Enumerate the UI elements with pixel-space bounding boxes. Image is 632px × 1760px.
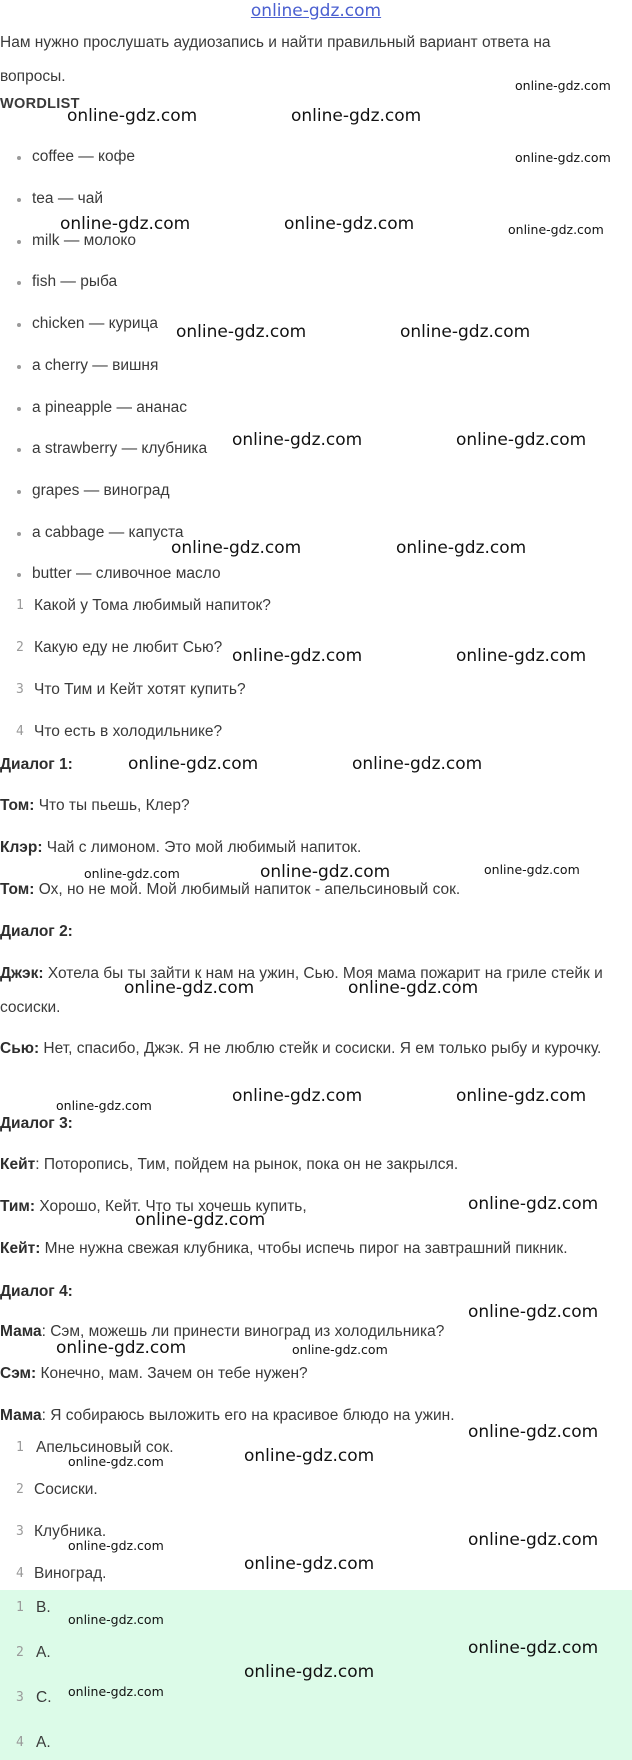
- list-item: a strawberry — клубника: [32, 437, 207, 461]
- speaker: Том:: [0, 797, 35, 814]
- watermark: online-gdz.com: [284, 214, 415, 234]
- answer-number: 1: [16, 1600, 24, 1615]
- answer-number: 4: [16, 1735, 24, 1750]
- watermark: online-gdz.com: [515, 150, 611, 165]
- watermark: online-gdz.com: [260, 862, 391, 882]
- dialog-line: [0, 789, 630, 823]
- dialog-line: [0, 873, 630, 907]
- watermark: online-gdz.com: [468, 1194, 599, 1214]
- line-text: : Я собираюсь выложить его на красивое блюдо на ужин.: [41, 1407, 455, 1424]
- answer-number: 2: [16, 1645, 24, 1660]
- line-text: Мне нужна свежая клубника, чтобы испечь пирог на завтрашний пикник.: [40, 1240, 568, 1257]
- list-item: coffee — кофе: [32, 145, 135, 169]
- list-item: milk — молоко: [32, 229, 136, 253]
- watermark: online-gdz.com: [56, 1338, 187, 1358]
- list-item: a pineapple — ананас: [32, 396, 187, 420]
- watermark: online-gdz.com: [244, 1554, 375, 1574]
- speaker: Сэм:: [0, 1365, 37, 1382]
- answers-panel: [0, 1590, 632, 1760]
- item-number: 1: [16, 1440, 24, 1455]
- speaker: Сью:: [0, 1040, 40, 1057]
- watermark: online-gdz.com: [60, 214, 191, 234]
- watermark: online-gdz.com: [135, 1210, 266, 1230]
- watermark: online-gdz.com: [348, 978, 479, 998]
- watermark: online-gdz.com: [456, 1086, 587, 1106]
- intro-text: Нам нужно прослушать аудиозапись и найти правильный вариант ответа на вопросы.: [0, 34, 551, 85]
- watermark: online-gdz.com: [68, 1538, 164, 1553]
- question-number: 2: [16, 640, 24, 655]
- answer-text: A.: [36, 1734, 51, 1751]
- list-item: fish — рыба: [32, 270, 117, 294]
- dialog-line: [0, 1032, 630, 1066]
- answer-number: 3: [16, 1690, 24, 1705]
- dialog-line: [0, 1190, 630, 1224]
- watermark: online-gdz.com: [468, 1422, 599, 1442]
- watermark: online-gdz.com: [56, 1098, 152, 1113]
- line-text: : Сэм, можешь ли принести виноград из холодильника?: [41, 1323, 445, 1340]
- list-item: a cherry — вишня: [32, 354, 158, 378]
- wordlist-title: WORDLIST: [0, 96, 80, 112]
- line-text: : Поторопись, Тим, пойдем на рынок, пока он не закрылся.: [35, 1156, 459, 1173]
- watermark: online-gdz.com: [292, 1342, 388, 1357]
- watermark: online-gdz.com: [468, 1638, 599, 1658]
- watermark: online-gdz.com: [232, 646, 363, 666]
- item-number: 2: [16, 1482, 24, 1497]
- dialog-title: Диалог 1:: [0, 756, 73, 773]
- list-item: tea — чай: [32, 187, 103, 211]
- item-number: 4: [16, 1566, 24, 1581]
- question-text: Что есть в холодильнике?: [34, 723, 223, 740]
- line-text: Ох, но не мой. Мой любимый напиток - апельсиновый сок.: [34, 881, 461, 898]
- line-text: Чай с лимоном. Это мой любимый напиток.: [42, 839, 362, 856]
- watermark: online-gdz.com: [456, 646, 587, 666]
- question-text: Какой у Тома любимый напиток?: [34, 597, 271, 614]
- watermark: online-gdz.com: [176, 322, 307, 342]
- line-text: Что ты пьешь, Клер?: [34, 797, 190, 814]
- item-number: 3: [16, 1524, 24, 1539]
- watermark: online-gdz.com: [468, 1302, 599, 1322]
- dialog-title: Диалог 4:: [0, 1283, 73, 1300]
- watermark: online-gdz.com: [352, 754, 483, 774]
- speaker: Клэр:: [0, 839, 43, 856]
- watermark: online-gdz.com: [400, 322, 531, 342]
- item-text: Виноград.: [34, 1565, 107, 1582]
- watermark: online-gdz.com: [68, 1612, 164, 1627]
- line-text: Конечно, мам. Зачем он тебе нужен?: [36, 1365, 308, 1382]
- speaker: Джэк:: [0, 965, 44, 982]
- list-item: butter — сливочное масло: [32, 562, 221, 586]
- watermark: online-gdz.com: [232, 430, 363, 450]
- item-text: Клубника.: [34, 1523, 107, 1540]
- watermark: online-gdz.com: [484, 862, 580, 877]
- dialog-line: [0, 957, 630, 1025]
- dialog-title: Диалог 3:: [0, 1115, 73, 1132]
- dialog-line: [0, 1232, 630, 1266]
- line-text: Хорошо, Кейт. Что ты хочешь купить,: [35, 1198, 307, 1215]
- watermark: online-gdz.com: [291, 106, 422, 126]
- dialog-line: [0, 831, 630, 865]
- question-number: 4: [16, 724, 24, 739]
- item-text: Апельсиновый сок.: [36, 1439, 174, 1456]
- watermark: online-gdz.com: [396, 538, 527, 558]
- watermark: online-gdz.com: [508, 222, 604, 237]
- watermark: online-gdz.com: [67, 106, 198, 126]
- dialog-line: [0, 1315, 630, 1349]
- item-text: Сосиски.: [34, 1481, 98, 1498]
- dialog-line: [0, 1357, 630, 1391]
- site-title[interactable]: online-gdz.com: [250, 1, 382, 21]
- watermark: online-gdz.com: [244, 1662, 375, 1682]
- dialog-line: [0, 1148, 630, 1182]
- speaker: Тим:: [0, 1198, 36, 1215]
- line-text: Нет, спасибо, Джэк. Я не люблю стейк и сосиски. Я ем только рыбу и курочку.: [39, 1040, 602, 1057]
- watermark: online-gdz.com: [68, 1684, 164, 1699]
- speaker: Кейт:: [0, 1240, 41, 1257]
- list-item: grapes — виноград: [32, 479, 170, 503]
- answer-text: C.: [36, 1689, 52, 1706]
- answer-text: A.: [36, 1644, 51, 1661]
- question-number: 1: [16, 598, 24, 613]
- watermark: online-gdz.com: [456, 430, 587, 450]
- watermark: online-gdz.com: [84, 866, 180, 881]
- question-text: Что Тим и Кейт хотят купить?: [34, 681, 246, 698]
- dialog-line: [0, 1399, 630, 1433]
- speaker: Мама: [0, 1407, 42, 1424]
- question-number: 3: [16, 682, 24, 697]
- watermark: online-gdz.com: [124, 978, 255, 998]
- line-text: Хотела бы ты зайти к нам на ужин, Сью. Моя мама пожарит на гриле стейк и сосиски.: [0, 965, 603, 1016]
- watermark: online-gdz.com: [515, 78, 611, 93]
- watermark: online-gdz.com: [232, 1086, 363, 1106]
- dialog-title: Диалог 2:: [0, 923, 73, 940]
- question-text: Какую еду не любит Сью?: [34, 639, 223, 656]
- speaker: Мама: [0, 1323, 42, 1340]
- watermark: online-gdz.com: [68, 1454, 164, 1469]
- list-item: a cabbage — капуста: [32, 521, 184, 545]
- speaker: Кейт: [0, 1156, 36, 1173]
- answer-text: B.: [36, 1599, 51, 1616]
- watermark: online-gdz.com: [468, 1530, 599, 1550]
- list-item: chicken — курица: [32, 312, 158, 336]
- watermark: online-gdz.com: [128, 754, 259, 774]
- watermark: online-gdz.com: [171, 538, 302, 558]
- watermark: online-gdz.com: [244, 1446, 375, 1466]
- speaker: Том:: [0, 881, 35, 898]
